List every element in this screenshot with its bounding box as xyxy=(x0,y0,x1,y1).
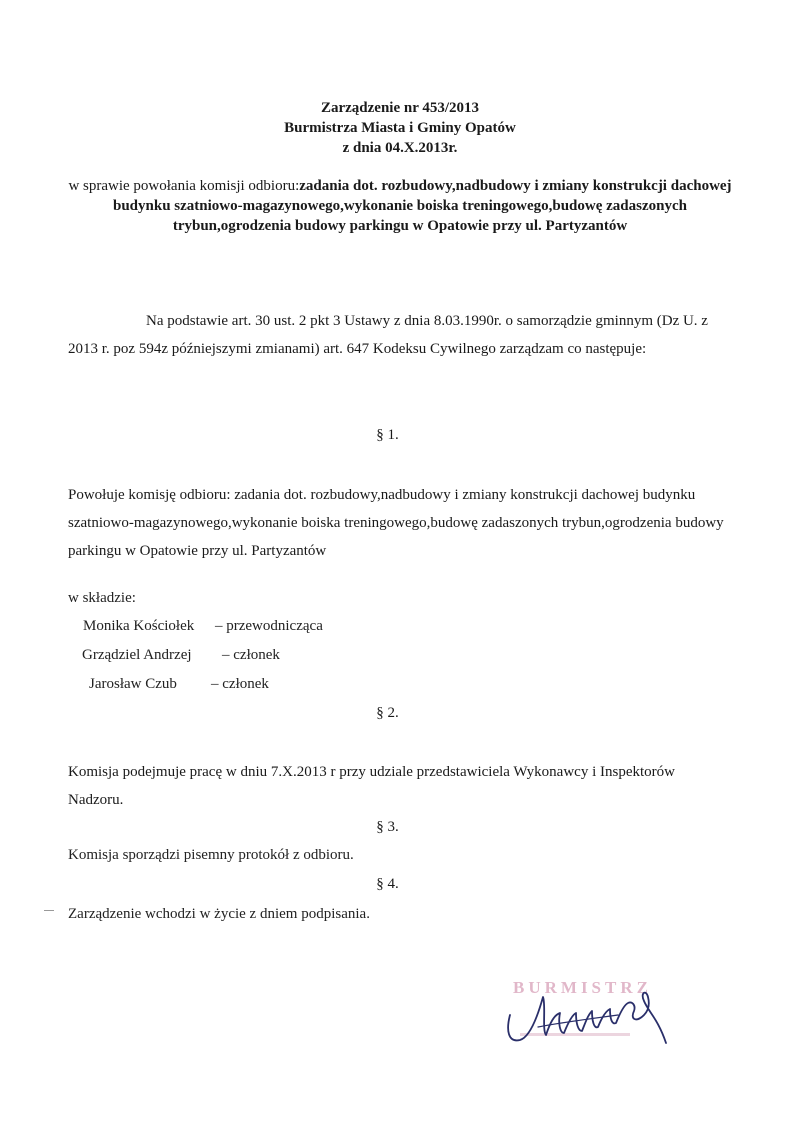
section-2-heading: § 2. xyxy=(376,705,399,721)
section-1-text: Powołuje komisję odbioru: zadania dot. rozbudowy,nadbudowy i zmiany konstrukcji dachowej budynku szatniowo-magazynowego,wykonanie boiska treningowego,budowę zadaszonych trybun,ogrodzenia budowy parkingu w Opatowie przy ul. Partyzantów xyxy=(68,487,724,559)
section-3-heading: § 3. xyxy=(376,819,399,835)
preamble xyxy=(68,308,728,363)
section-2-text: Komisja podejmuje pracę w dniu 7.X.2013 r przy udziale przedstawiciela Wykonawcy i Inspektorów Nadzoru. xyxy=(68,764,675,808)
subject-block xyxy=(55,176,745,236)
preamble-text: Na podstawie art. 30 ust. 2 pkt 3 Ustawy z dnia 8.03.1990r. o samorządzie gminnym (Dz U. z 2013 r. poz 594z późniejszymi zmianami) art. 647 Kodeksu Cywilnego zarządzam co następuje: xyxy=(68,313,708,357)
member-role: – przewodnicząca xyxy=(215,618,323,634)
subject-bold: zadania dot. rozbudowy,nadbudowy i zmiany konstrukcji dachowej budynku szatniowo-magazynowego,wykonanie boiska treningowego,budowę zadaszonych trybun,ogrodzenia budowy parkingu w Opatowie przy ul. Partyzantów xyxy=(113,178,732,234)
date-line: z dnia 04.X.2013r. xyxy=(342,140,458,156)
section-4-heading: § 4. xyxy=(376,876,399,892)
composition-label: w składzie: xyxy=(68,590,136,606)
document-title: Zarządzenie nr 453/2013 xyxy=(320,100,480,116)
section-3-text: Komisja sporządzi pisemny protokół z odbioru. xyxy=(68,847,354,863)
subject-prefix: w sprawie powołania komisji odbioru: xyxy=(68,178,300,194)
member-role: – członek xyxy=(222,647,280,663)
member-name: Grządziel Andrzej xyxy=(82,647,192,663)
section-1-heading: § 1. xyxy=(376,427,399,443)
member-name: Monika Kościołek xyxy=(83,618,195,634)
member-role: – członek xyxy=(211,676,269,692)
margin-mark xyxy=(44,910,54,911)
section-4-text: Zarządzenie wchodzi w życie z dniem podpisania. xyxy=(68,906,370,922)
official-stamp: BURMISTRZ xyxy=(513,978,652,997)
issuer-line: Burmistrza Miasta i Gminy Opatów xyxy=(284,120,516,136)
signature xyxy=(498,975,678,1055)
member-name: Jarosław Czub xyxy=(89,676,177,692)
